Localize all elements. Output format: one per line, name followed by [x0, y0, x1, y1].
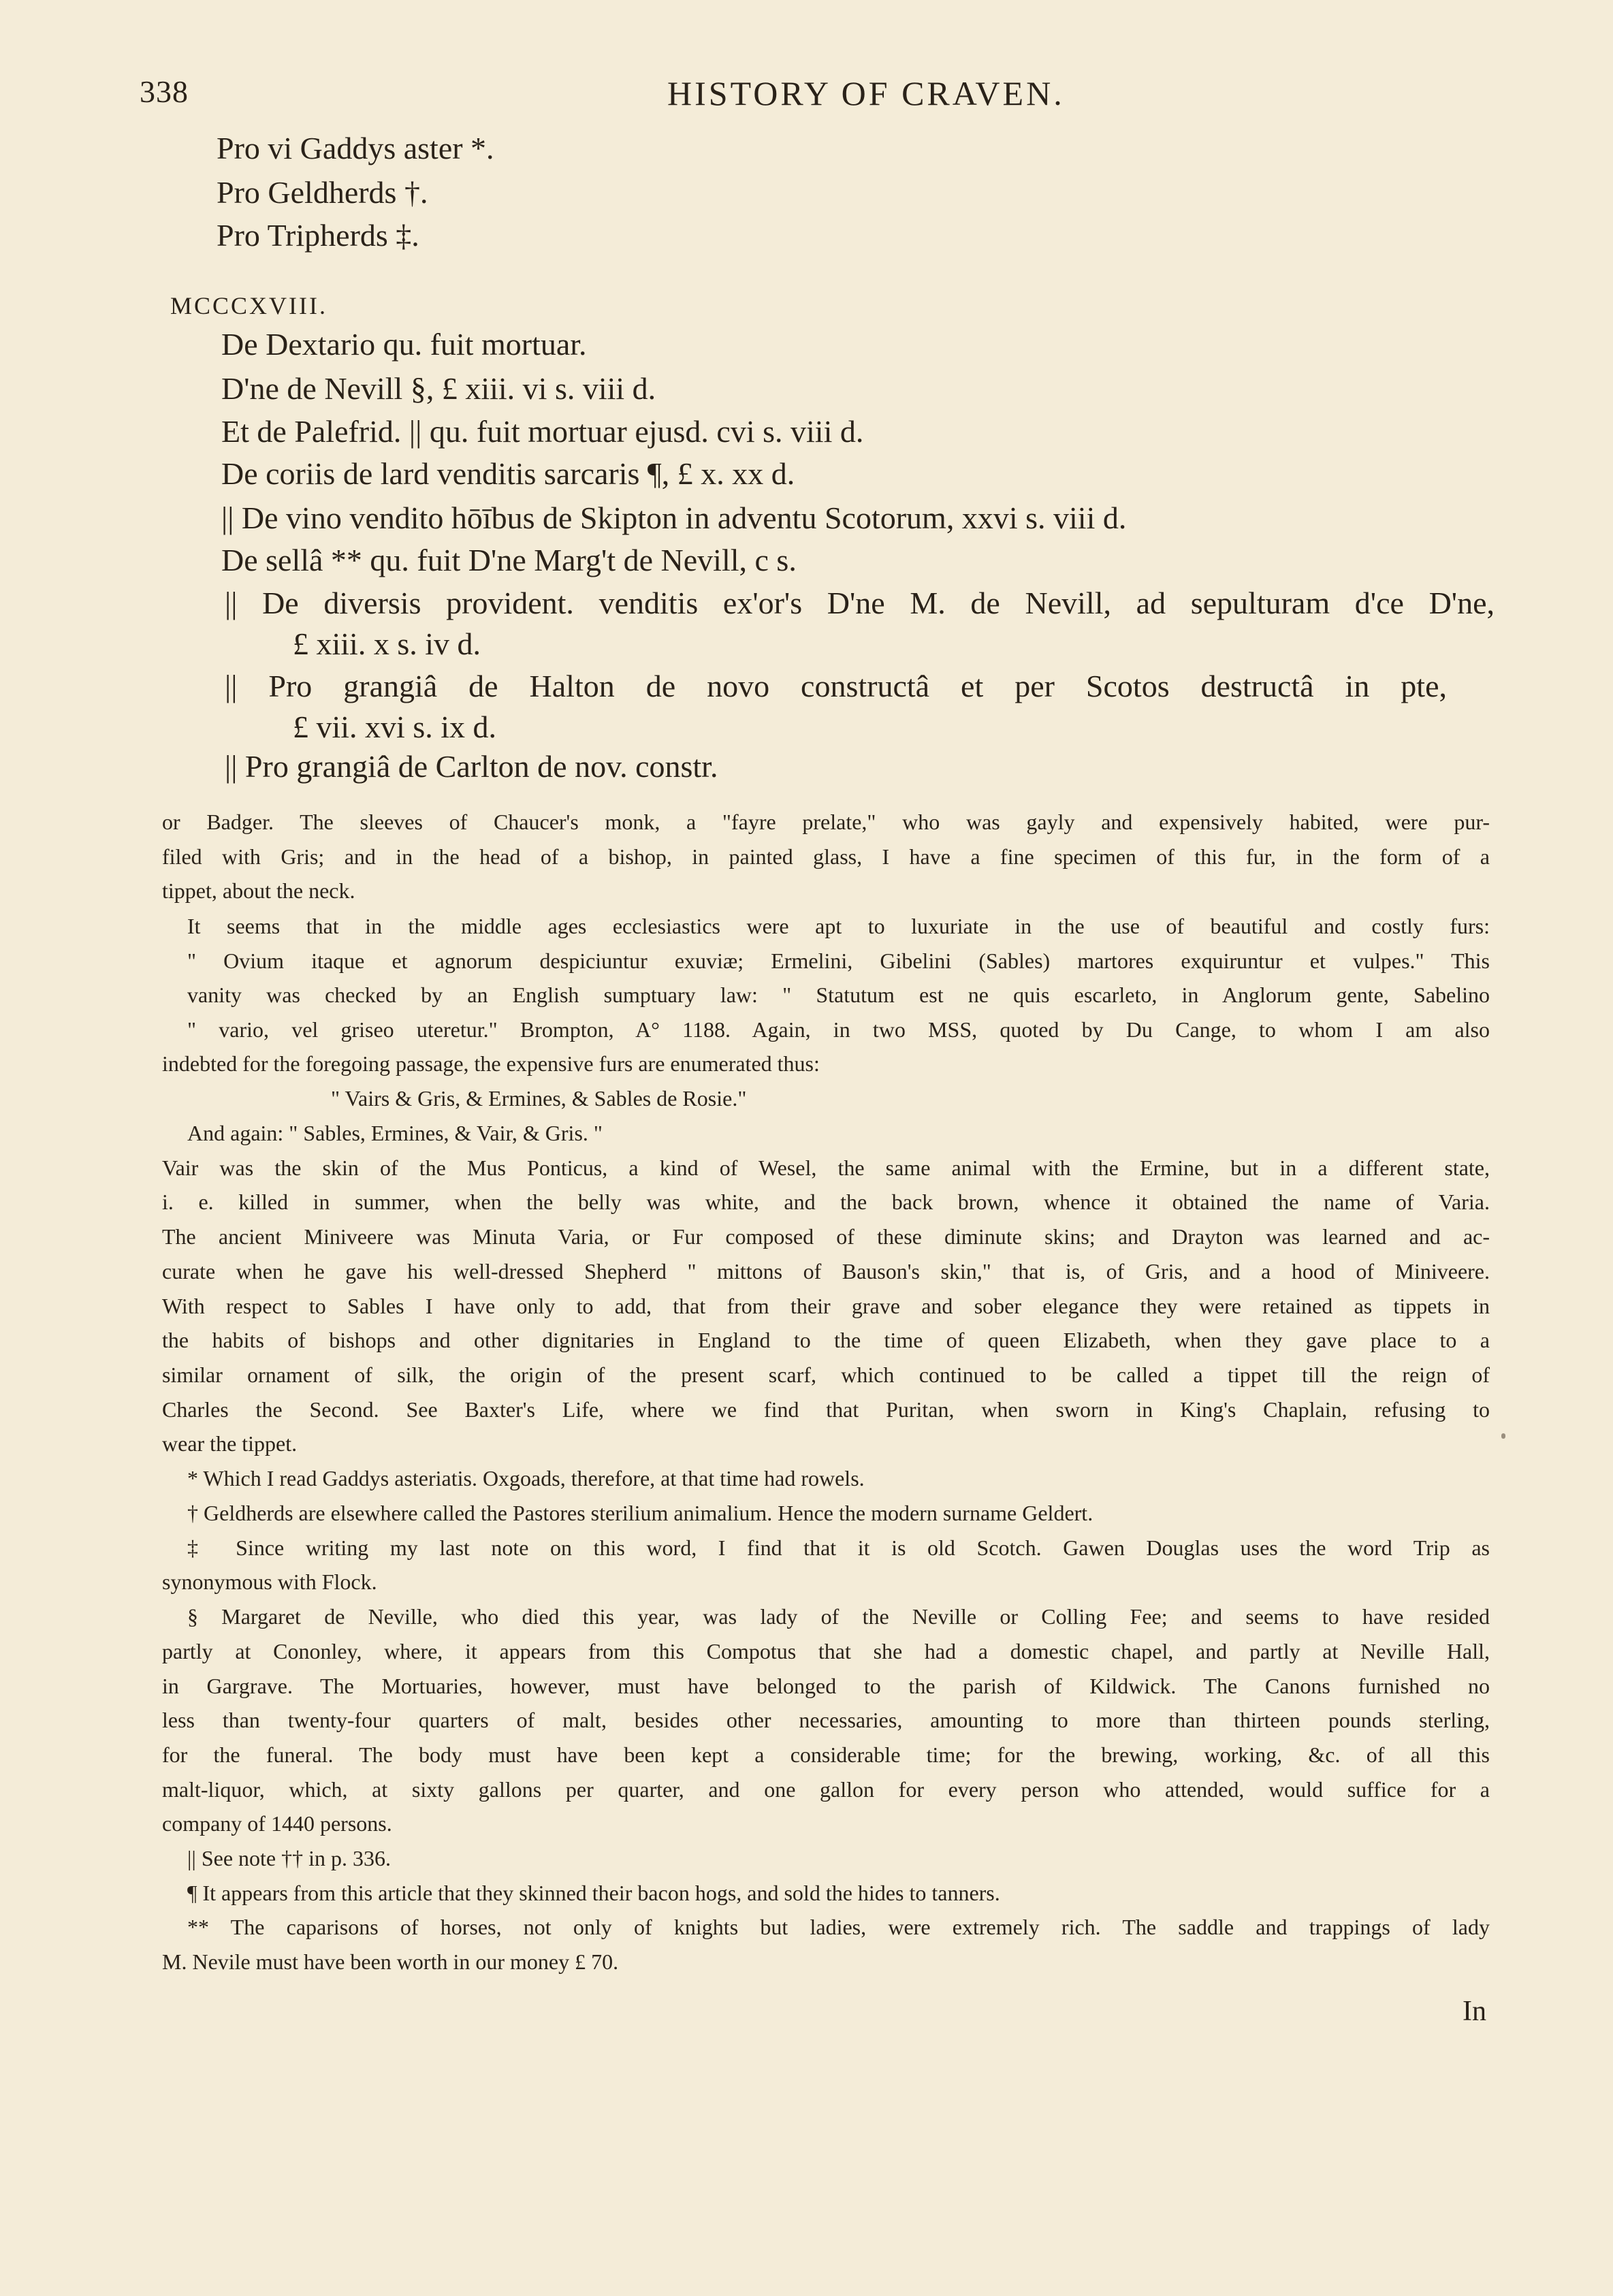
footnote-line: or Badger. The sleeves of Chaucer's monk, a "fayre prelate," who was gayly and expensively habited, were pur-	[162, 810, 1490, 834]
footnote-line: tippet, about the neck.	[162, 878, 355, 903]
roll-entry: De Dextario qu. fuit mortuar.	[221, 327, 587, 362]
catchword: In	[1463, 1996, 1486, 2027]
footnote-line: " vario, vel griseo uteretur." Brompton, A° 1188. Again, in two MSS, quoted by Du Cange, to whom I am also	[187, 1017, 1490, 1042]
roll-entry: De coriis de lard venditis sarcaris ¶, £ x. xx d.	[221, 456, 795, 491]
ink-speck	[1501, 1433, 1505, 1439]
footnote-pilcrow: ¶ It appears from this article that they skinned their bacon hogs, and sold the hides to tanners.	[187, 1881, 1000, 1905]
footnote-line: less than twenty-four quarters of malt, besides other necessaries, amounting to more than thirteen pounds sterling,	[162, 1708, 1490, 1732]
footnote-asterisk: * Which I read Gaddys asteriatis. Oxgoads, therefore, at that time had rowels.	[187, 1466, 865, 1490]
footnote-line: i. e. killed in summer, when the belly was white, and the back brown, whence it obtained the name of Varia.	[162, 1190, 1490, 1214]
footnote-section: § Margaret de Neville, who died this year, was lady of the Neville or Colling Fee; and seems to have resided	[187, 1604, 1490, 1629]
footnote-line: And again: " Sables, Ermines, & Vair, & Gris. "	[187, 1121, 603, 1145]
footnote-quote: " Vairs & Gris, & Ermines, & Sables de Rosie."	[331, 1086, 747, 1111]
footnote-line: M. Nevile must have been worth in our money £ 70.	[162, 1949, 619, 1974]
footnote-line: wear the tippet.	[162, 1431, 298, 1456]
footnote-line: company of 1440 persons.	[162, 1811, 392, 1836]
roll-line: Pro Tripherds ‡.	[217, 218, 419, 253]
roll-year: MCCCXVIII.	[170, 292, 328, 319]
footnote-line: malt-liquor, which, at sixty gallons per quarter, and one gallon for every person who attended, would suffice for a	[162, 1777, 1490, 1802]
roll-entry: || Pro grangiâ de Carlton de nov. constr.	[225, 749, 718, 784]
footnote-line: the habits of bishops and other dignitaries in England to the time of queen Elizabeth, when they gave place to a	[162, 1328, 1490, 1352]
footnote-line: Charles the Second. See Baxter's Life, where we find that Puritan, when sworn in King's Chaplain, refusing to	[162, 1397, 1490, 1422]
footnote-line: indebted for the foregoing passage, the expensive furs are enumerated thus:	[162, 1051, 820, 1076]
footnote-line: The ancient Miniveere was Minuta Varia, or Fur composed of these diminute skins; and Drayton was learned and ac-	[162, 1224, 1490, 1249]
footnote-line: filed with Gris; and in the head of a bishop, in painted glass, I have a fine specimen of this fur, in the form of a	[162, 844, 1490, 869]
page-number: 338	[140, 74, 189, 109]
roll-entry-amount: £ xiii. x s. iv d.	[293, 626, 481, 661]
roll-entry: || De diversis provident. venditis ex'or's D'ne M. de Nevill, ad sepulturam d'ce D'ne,	[225, 586, 1495, 620]
roll-entry: D'ne de Nevill §, £ xiii. vi s. viii d.	[221, 371, 656, 406]
footnote-double-dagger: ‡ Since writing my last note on this word, I find that it is old Scotch. Gawen Douglas uses the word Trip as	[187, 1535, 1490, 1560]
footnote-line: It seems that in the middle ages ecclesiastics were apt to luxuriate in the use of beautiful and costly furs:	[187, 914, 1490, 938]
footnote-double-asterisk: ** The caparisons of horses, not only of knights but ladies, were extremely rich. The saddle and trappings of lady	[187, 1915, 1490, 1939]
roll-entry: Et de Palefrid. || qu. fuit mortuar ejusd. cvi s. viii d.	[221, 414, 864, 449]
footnote-line: for the funeral. The body must have been kept a considerable time; for the brewing, working, &c. of all this	[162, 1742, 1490, 1767]
footnote-line: in Gargrave. The Mortuaries, however, must have belonged to the parish of Kildwick. The Canons furnished no	[162, 1674, 1490, 1698]
footnote-line: synonymous with Flock.	[162, 1569, 377, 1594]
footnote-dagger: † Geldherds are elsewhere called the Pastores sterilium animalium. Hence the modern surname Geldert.	[187, 1501, 1093, 1525]
roll-entry: De sellâ ** qu. fuit D'ne Marg't de Nevill, c s.	[221, 543, 797, 577]
footnote-line: partly at Cononley, where, it appears from this Compotus that she had a domestic chapel, and partly at Neville Hall,	[162, 1639, 1490, 1663]
footnote-parallel: || See note †† in p. 336.	[187, 1846, 391, 1870]
footnote-line: " Ovium itaque et agnorum despiciuntur exuviæ; Ermelini, Gibelini (Sables) martores exquiruntur et vulpes." This	[187, 948, 1490, 973]
footnote-line: vanity was checked by an English sumptuary law: " Statutum est ne quis escarleto, in Anglorum gente, Sabelino	[187, 983, 1490, 1007]
roll-line: Pro vi Gaddys aster *.	[217, 131, 494, 165]
roll-entry: || Pro grangiâ de Halton de novo constructâ et per Scotos destructâ in pte,	[225, 669, 1447, 703]
roll-line: Pro Geldherds †.	[217, 175, 428, 210]
footnote-line: Vair was the skin of the Mus Ponticus, a kind of Wesel, the same animal with the Ermine, but in a different state,	[162, 1155, 1490, 1180]
footnote-line: With respect to Sables I have only to add, that from their grave and sober elegance they were retained as tippets in	[162, 1294, 1490, 1318]
running-title: HISTORY OF CRAVEN.	[667, 74, 1065, 112]
footnote-line: similar ornament of silk, the origin of the present scarf, which continued to be called a tippet till the reign of	[162, 1362, 1490, 1387]
roll-entry: || De vino vendito hōībus de Skipton in adventu Scotorum, xxvi s. viii d.	[221, 500, 1127, 535]
footnote-line: curate when he gave his well-dressed Shepherd " mittons of Bauson's skin," that is, of Gris, and a hood of Miniveere.	[162, 1259, 1490, 1283]
roll-entry-amount: £ vii. xvi s. ix d.	[293, 709, 497, 744]
